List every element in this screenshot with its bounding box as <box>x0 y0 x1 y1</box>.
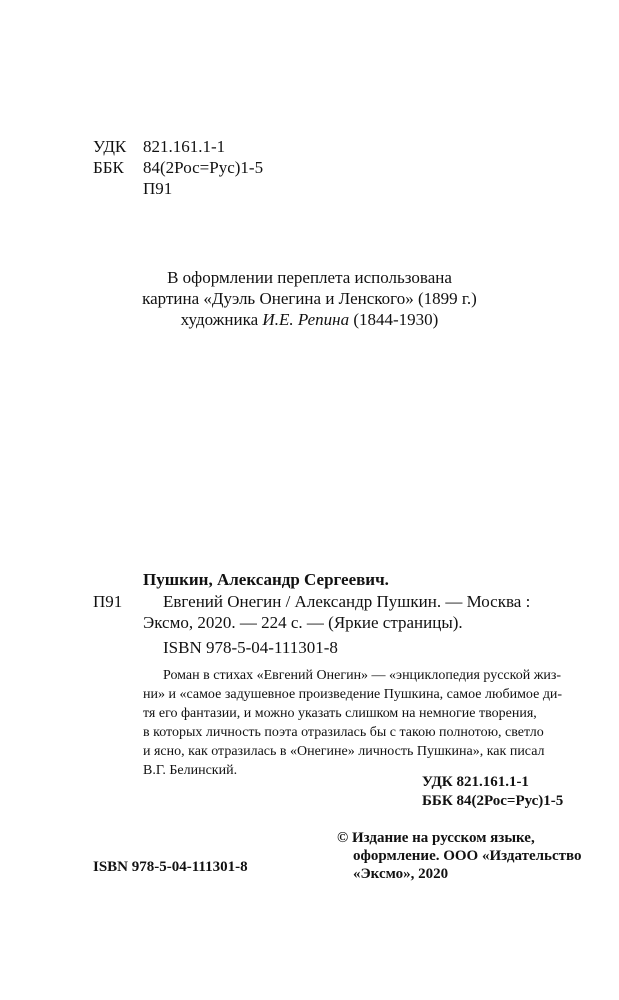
annotation-line-4: в которых личность поэта отразилась бы с такою полнотою, светло <box>143 725 544 740</box>
annotation-line-1: Роман в стихах «Евгений Онегин» — «энциклопедия русской жиз- <box>163 668 562 683</box>
copyright-line-2: оформление. ООО «Издательство <box>353 848 582 864</box>
cover-note-line-1: В оформлении переплета использована <box>167 268 452 287</box>
cover-note-artist-years: (1844-1930) <box>349 310 439 329</box>
entry-publisher-line: Эксмо, 2020. — 224 с. — (Яркие страницы). <box>143 613 463 632</box>
entry-mark: П91 <box>93 592 123 611</box>
cover-note-artist-prefix: художника <box>180 310 263 329</box>
annotation-line-6: В.Г. Белинский. <box>143 763 238 778</box>
cover-note-line-2: картина «Дуэль Онегина и Ленского» (1899 г.) <box>142 289 477 308</box>
copyright <box>337 829 582 883</box>
bbk-value: 84(2Рос=Рус)1-5 <box>143 158 264 177</box>
author-mark: П91 <box>143 179 173 198</box>
entry-author: Пушкин, Александр Сергеевич. <box>143 570 389 589</box>
cover-note-line-3 <box>0 309 619 330</box>
copyright-line-1: © Издание на русском языке, <box>337 830 535 846</box>
footer-udk: УДК 821.161.1-1 <box>422 774 529 790</box>
annotation-line-5: и ясно, как отразилась в «Онегине» личность Пушкина», как писал <box>143 744 545 759</box>
annotation-line-2: ни» и «самое задушевное произведение Пушкина, самое любимое ди- <box>143 687 563 702</box>
cover-note-artist-name: И.Е. Репина <box>262 310 350 329</box>
entry-title-line: Евгений Онегин / Александр Пушкин. — Москва : <box>163 592 531 611</box>
footer-bbk: ББК 84(2Рос=Рус)1-5 <box>422 793 564 809</box>
udk-label: УДК <box>93 137 127 156</box>
isbn-bottom: ISBN 978-5-04-111301-8 <box>93 859 248 875</box>
udk-value: 821.161.1-1 <box>143 137 226 156</box>
annotation <box>143 666 561 780</box>
bbk-label: ББК <box>93 158 124 177</box>
annotation-line-3: тя его фантазии, и можно указать слишком на немногие творения, <box>143 706 537 721</box>
cover-note <box>0 267 619 330</box>
copyright-line-3: «Эксмо», 2020 <box>353 866 449 882</box>
entry-isbn: ISBN 978-5-04-111301-8 <box>163 638 338 657</box>
